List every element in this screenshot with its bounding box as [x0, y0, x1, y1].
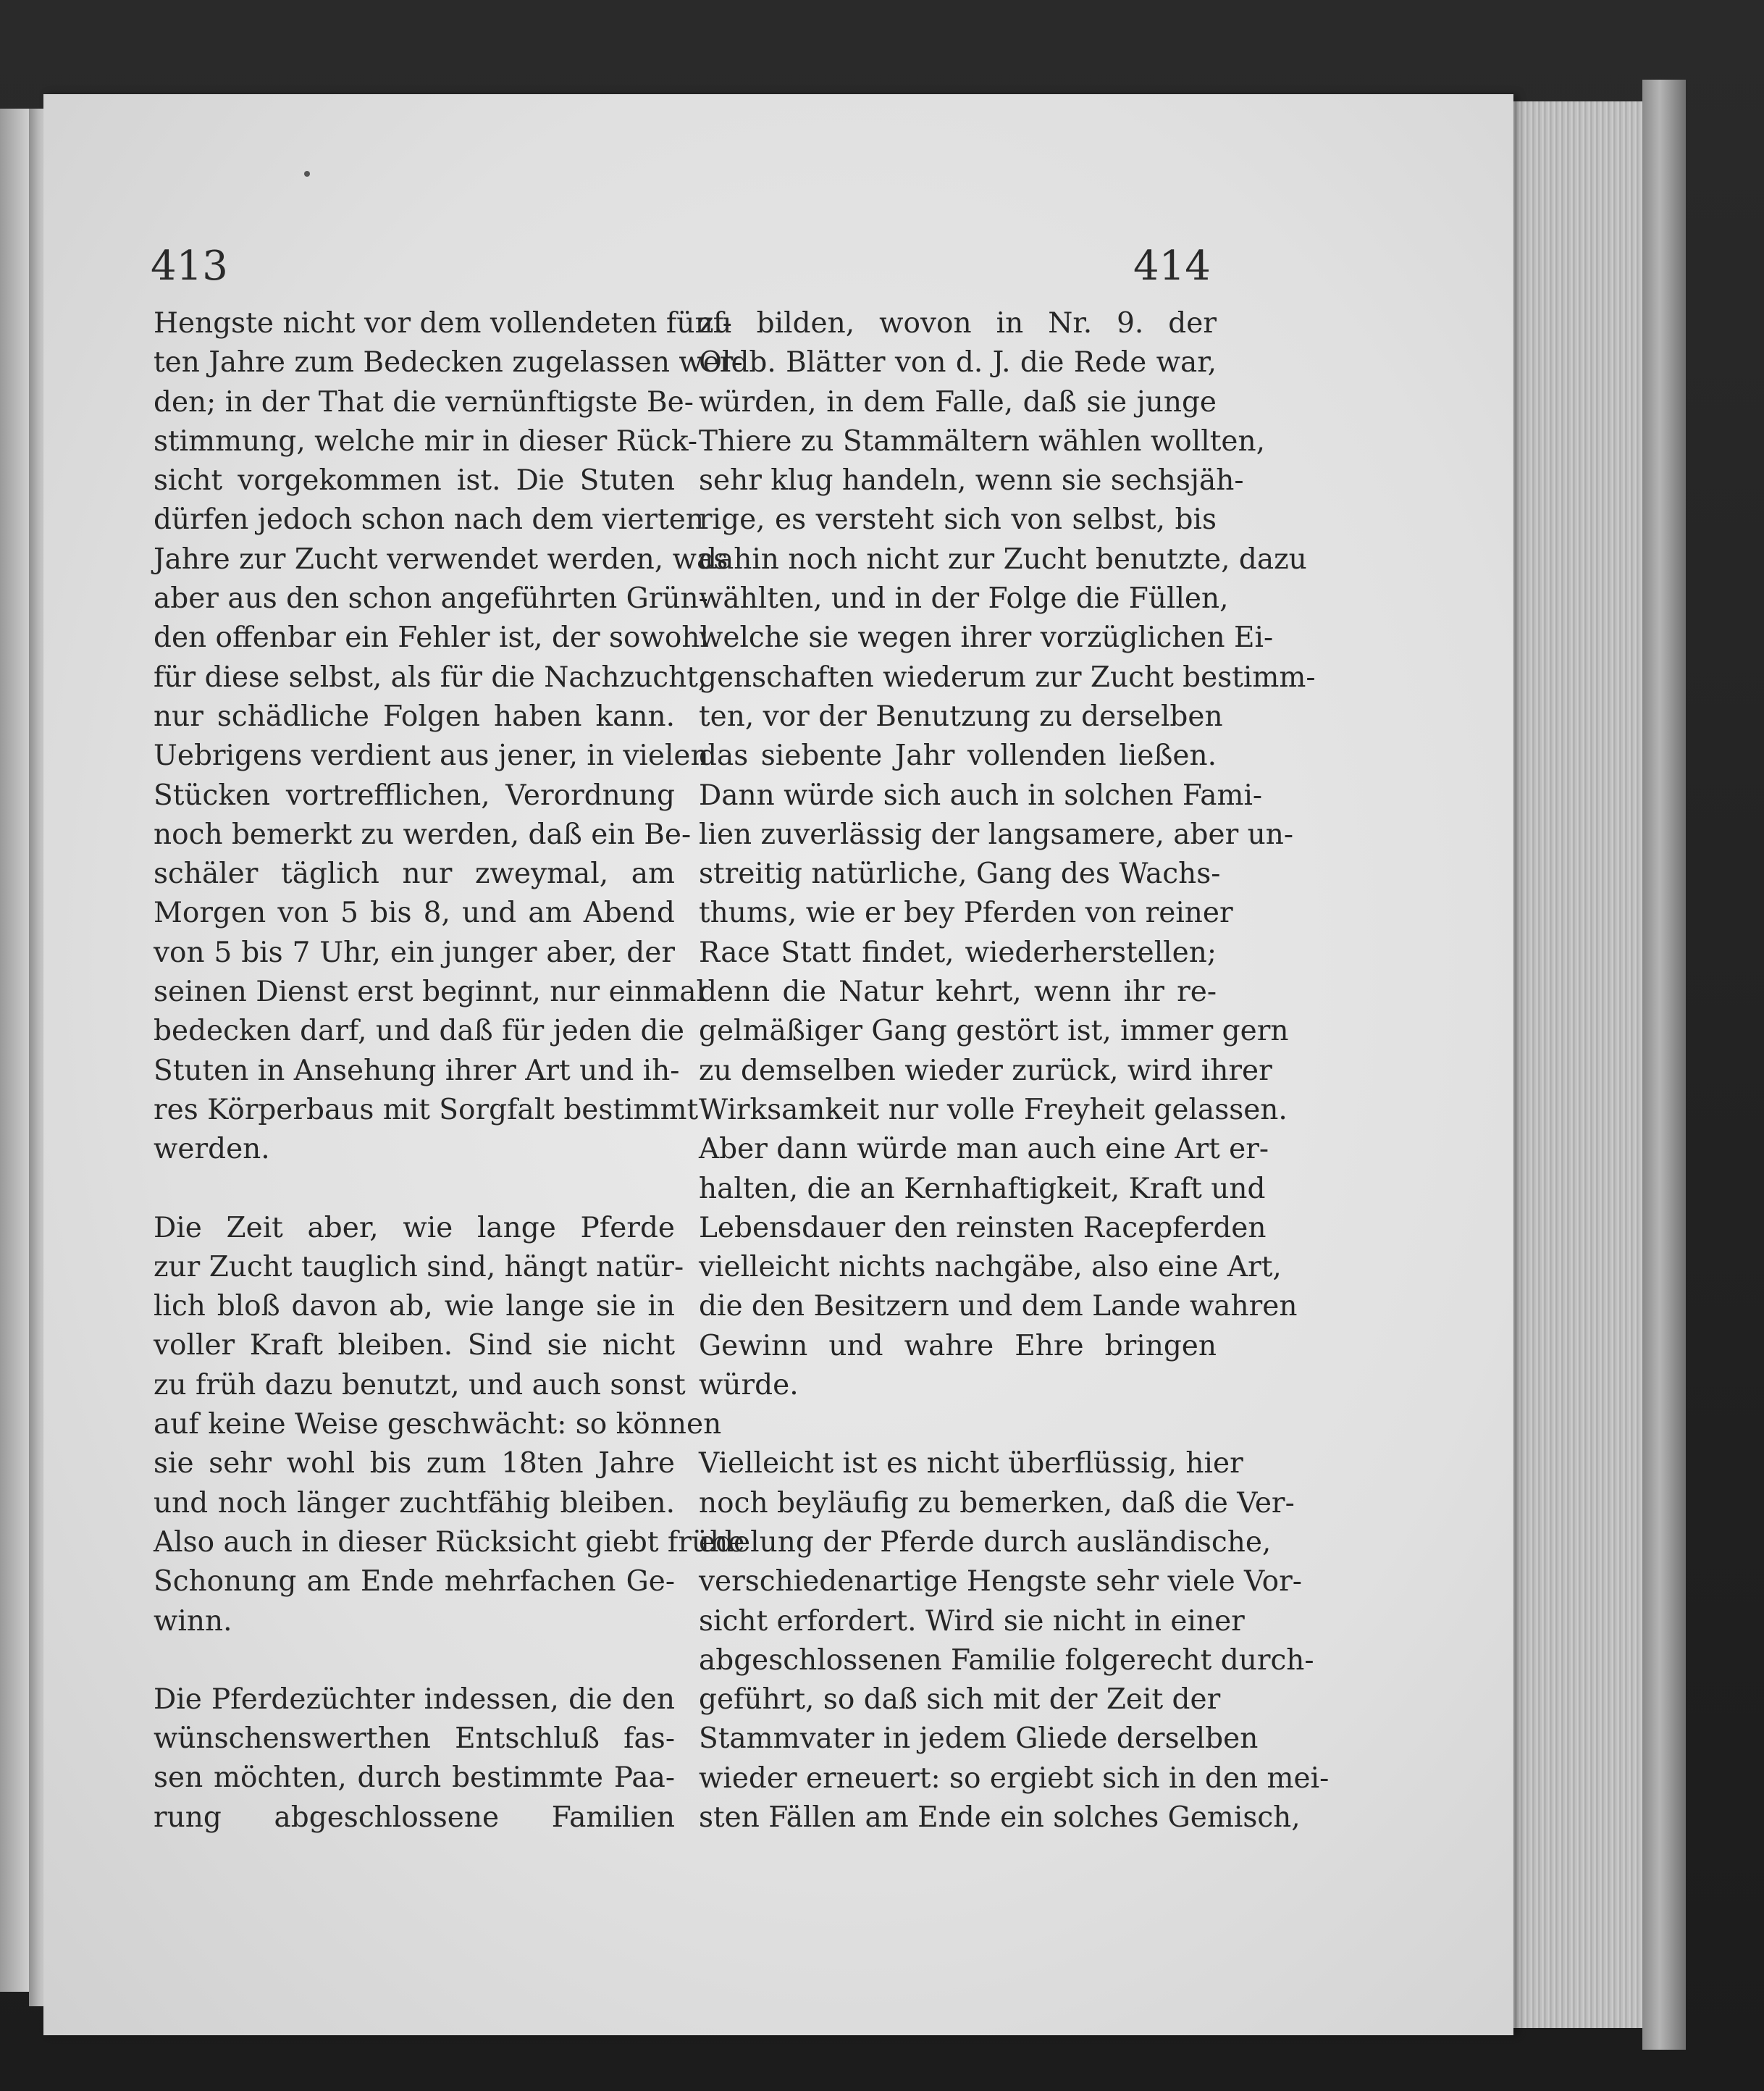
text-line: die den Besitzern und dem Lande wahren: [699, 1290, 1298, 1323]
text-line: zur Zucht tauglich sind, hängt natür-: [154, 1250, 684, 1283]
text-line: edelung der Pferde durch ausländische,: [699, 1525, 1272, 1559]
paragraph-gap: [154, 1641, 675, 1680]
text-line: sicht erfordert. Wird sie nicht in einer: [699, 1604, 1245, 1638]
text-line: Stücken vortrefflichen, Verordnung: [154, 779, 675, 812]
text-line: Morgen von 5 bis 8, und am Abend: [154, 897, 675, 930]
text-line: den; in der That die vernünftigste Be-: [154, 385, 694, 419]
text-line: Die Pferdezüchter indessen, die den: [154, 1683, 675, 1716]
text-line: Oldb. Blätter von d. J. die Rede war,: [699, 346, 1217, 380]
text-line: bedecken darf, und daß für jeden die: [154, 1015, 684, 1048]
text-line: Uebrigens verdient aus jener, in vielen: [154, 739, 709, 773]
text-line: verschiedenartige Hengste sehr viele Vor-: [699, 1565, 1302, 1598]
text-line: und noch länger zuchtfähig bleiben.: [154, 1486, 675, 1520]
text-line: Schonung am Ende mehrfachen Ge-: [154, 1565, 675, 1598]
text-line: stimmung, welche mir in dieser Rück-: [154, 424, 698, 458]
page-number-left: 413: [151, 243, 228, 290]
text-line: res Körperbaus mit Sorgfalt bestimmt: [154, 1093, 699, 1126]
text-line: winn.: [154, 1604, 232, 1638]
text-line: Jahre zur Zucht verwendet werden, was: [154, 542, 728, 576]
text-line: Thiere zu Stammältern wählen wollten,: [699, 424, 1265, 458]
text-line: sten Fällen am Ende ein solches Gemisch,: [699, 1801, 1301, 1834]
text-line: würden, in dem Falle, daß sie junge: [699, 385, 1217, 419]
text-line: werden.: [154, 1133, 270, 1166]
text-line: das siebente Jahr vollenden ließen.: [699, 739, 1217, 773]
text-line: Vielleicht ist es nicht überflüssig, hier: [699, 1447, 1243, 1480]
page-number-right: 414: [1133, 243, 1211, 290]
text-line: dahin noch nicht zur Zucht benutzte, dazu: [699, 542, 1307, 576]
text-line: wieder erneuert: so ergiebt sich in den mei-: [699, 1761, 1330, 1795]
text-line: Stammvater in jedem Gliede derselben: [699, 1722, 1259, 1756]
text-line: Lebensdauer den reinsten Racepferden: [699, 1211, 1267, 1244]
text-line: schäler täglich nur zweymal, am: [154, 858, 675, 891]
text-line: sie sehr wohl bis zum 18ten Jahre: [154, 1447, 675, 1480]
text-line: von 5 bis 7 Uhr, ein junger aber, der: [154, 936, 675, 969]
text-line: Stuten in Ansehung ihrer Art und ih-: [154, 1054, 680, 1087]
text-line: dürfen jedoch schon nach dem vierten: [154, 503, 704, 537]
text-line: Also auch in dieser Rücksicht giebt frühe: [154, 1525, 745, 1559]
text-line: voller Kraft bleiben. Sind sie nicht: [154, 1329, 675, 1362]
text-line: für diese selbst, als für die Nachzucht,: [154, 661, 707, 694]
book-cover-edge: [1642, 80, 1686, 2050]
text-line: ten Jahre zum Bedecken zugelassen wer-: [154, 346, 743, 380]
text-line: nur schädliche Folgen haben kann.: [154, 700, 675, 733]
text-line: rige, es versteht sich von selbst, bis: [699, 503, 1217, 537]
right-text-column: [699, 304, 1330, 1838]
text-line: zu früh dazu benutzt, und auch sonst: [154, 1368, 686, 1401]
text-line: würde.: [699, 1369, 799, 1402]
text-line: gelmäßiger Gang gestört ist, immer gern: [699, 1015, 1289, 1048]
text-line: seinen Dienst erst beginnt, nur einmal: [154, 976, 705, 1009]
text-line: rung abgeschlossene Familien: [154, 1801, 675, 1834]
text-line: zu bilden, wovon in Nr. 9. der: [699, 307, 1217, 340]
text-line: wünschenswerthen Entschluß fas-: [154, 1722, 675, 1756]
text-line: vielleicht nichts nachgäbe, also eine Art,: [699, 1251, 1282, 1284]
text-line: Gewinn und wahre Ehre bringen: [699, 1329, 1217, 1362]
paragraph-gap: [154, 1170, 675, 1209]
left-page-edge: [0, 109, 29, 1992]
text-line: genschaften wiederum zur Zucht bestimm-: [699, 661, 1316, 694]
text-line: thums, wie er bey Pferden von reiner: [699, 897, 1233, 930]
text-line: geführt, so daß sich mit der Zeit der: [699, 1683, 1221, 1717]
text-line: sen möchten, durch bestimmte Paa-: [154, 1761, 675, 1795]
left-text-column: [154, 304, 745, 1838]
text-line: halten, die an Kernhaftigkeit, Kraft und: [699, 1172, 1266, 1205]
text-line: aber aus den schon angeführten Grün-: [154, 582, 708, 616]
text-line: Dann würde sich auch in solchen Fami-: [699, 779, 1263, 812]
paragraph-gap: [699, 1405, 1217, 1444]
text-line: ten, vor der Benutzung zu derselben: [699, 700, 1223, 733]
text-line: Wirksamkeit nur volle Freyheit gelassen.: [699, 1093, 1288, 1126]
text-line: zu demselben wieder zurück, wird ihrer: [699, 1054, 1272, 1087]
text-line: den offenbar ein Fehler ist, der sowohl: [154, 621, 709, 655]
text-line: Hengste nicht vor dem vollendeten fünf-: [154, 307, 732, 340]
text-line: denn die Natur kehrt, wenn ihr re-: [699, 976, 1217, 1009]
text-line: sicht vorgekommen ist. Die Stuten: [154, 464, 675, 498]
text-line: streitig natürliche, Gang des Wachs-: [699, 858, 1221, 891]
text-line: welche sie wegen ihrer vorzüglichen Ei-: [699, 621, 1274, 655]
ink-spot: [304, 171, 310, 177]
text-line: noch beyläufig zu bemerken, daß die Ver-: [699, 1486, 1295, 1520]
page-stack-edge: [1512, 101, 1645, 2028]
text-line: wählten, und in der Folge die Füllen,: [699, 582, 1229, 616]
text-line: abgeschlossenen Familie folgerecht durch-: [699, 1643, 1314, 1677]
text-line: Aber dann würde man auch eine Art er-: [699, 1133, 1269, 1166]
text-line: auf keine Weise geschwächt: so können: [154, 1408, 722, 1441]
text-line: noch bemerkt zu werden, daß ein Be-: [154, 818, 692, 851]
text-line: lich bloß davon ab, wie lange sie in: [154, 1290, 675, 1323]
text-line: Die Zeit aber, wie lange Pferde: [154, 1211, 675, 1244]
text-line: lien zuverlässig der langsamere, aber un-: [699, 818, 1294, 851]
text-line: sehr klug handeln, wenn sie sechsjäh-: [699, 464, 1244, 498]
text-line: Race Statt findet, wiederherstellen;: [699, 936, 1217, 969]
